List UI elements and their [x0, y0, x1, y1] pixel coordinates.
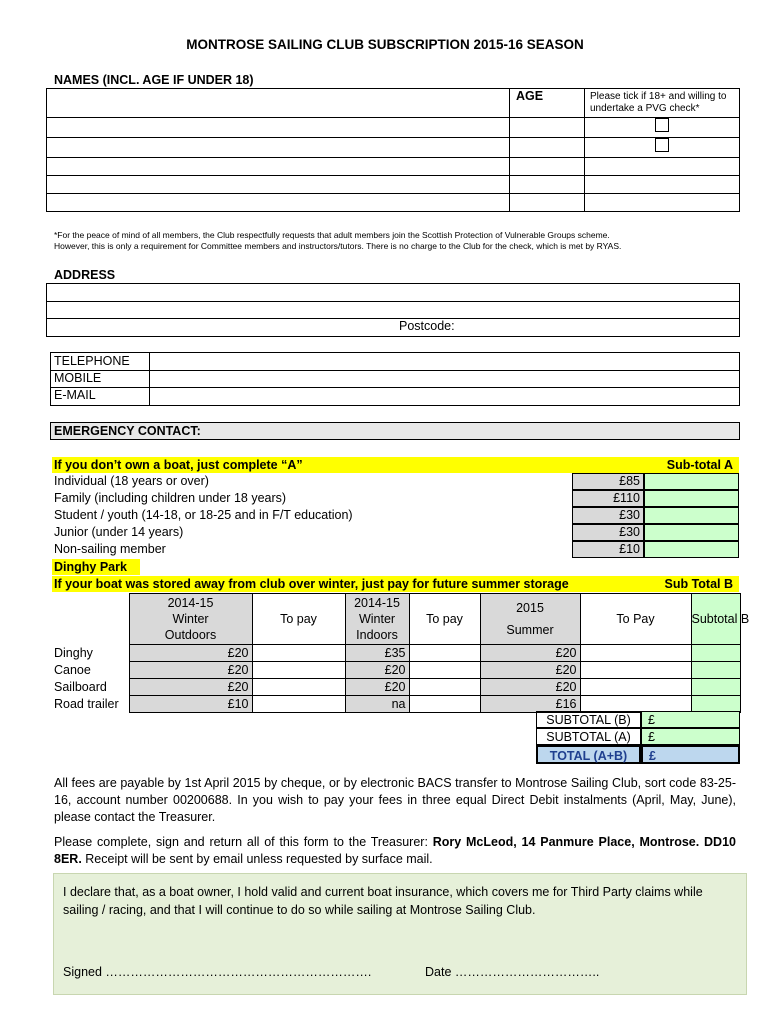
name-field[interactable] [47, 138, 510, 158]
subtotal-a-total-label: SUBTOTAL (A) [536, 728, 641, 745]
totals-block [536, 711, 740, 764]
email-field[interactable] [150, 387, 739, 405]
declaration-box [53, 873, 747, 995]
boat-type-label: Road trailer [54, 697, 119, 711]
dinghy-park-heading: Dinghy Park [54, 560, 127, 574]
membership-row [52, 507, 739, 524]
section-a-header [52, 457, 739, 473]
mobile-label: MOBILE [54, 371, 102, 385]
address-heading: ADDRESS [54, 268, 116, 282]
membership-label: Junior (under 14 years) [54, 525, 184, 539]
membership-row [52, 473, 739, 490]
return-text-before: Please complete, sign and return all of this form to the Treasurer: [54, 835, 433, 849]
address-line-2[interactable] [47, 301, 739, 318]
pvg-field[interactable] [585, 194, 740, 212]
indoors-price: £20 [345, 679, 409, 696]
declaration-text: I declare that, as a boat owner, I hold valid and current boat insurance, which covers me for Third Party claims while sailing / racing, and that I will continue to do so while sailing at Montrose Sailing Club. [63, 885, 703, 917]
topay-outdoors-field[interactable] [252, 696, 345, 713]
col-summer-header: 2015 Summer [480, 594, 580, 645]
email-label: E-MAIL [54, 388, 96, 402]
storage-row [52, 679, 740, 696]
col-subtotal-b-header: Subtotal B [691, 594, 740, 645]
col-indoors-header: 2014-15 Winter Indoors [345, 594, 409, 645]
membership-price: £85 [572, 473, 644, 490]
page-title: MONTROSE SAILING CLUB SUBSCRIPTION 2015-16 SEASON [186, 37, 584, 52]
storage-row [52, 645, 740, 662]
boat-type-label: Canoe [54, 663, 91, 677]
membership-price: £30 [572, 524, 644, 541]
topay-summer-field[interactable] [580, 696, 691, 713]
subtotal-a-field[interactable] [644, 507, 739, 524]
age-field[interactable] [510, 118, 585, 138]
dinghy-park-subheading: If your boat was stored away from club over winter, just pay for future summer storage [54, 577, 569, 591]
names-table [46, 88, 740, 212]
emergency-label: EMERGENCY CONTACT: [54, 424, 201, 438]
return-text-after: Receipt will be sent by email unless requested by surface mail. [81, 852, 433, 866]
subtotal-b-field[interactable] [691, 645, 740, 662]
age-field[interactable] [510, 158, 585, 176]
address-line-1[interactable] [47, 284, 739, 301]
date-field[interactable]: Date …………………………….. [425, 965, 600, 979]
topay-outdoors-field[interactable] [252, 662, 345, 679]
membership-price: £30 [572, 507, 644, 524]
boat-type-label: Dinghy [54, 646, 93, 660]
age-field[interactable] [510, 176, 585, 194]
subtotal-a-field[interactable] [644, 490, 739, 507]
topay-indoors-field[interactable] [409, 679, 480, 696]
pvg-checkbox[interactable] [655, 118, 669, 132]
boat-type-label: Sailboard [54, 680, 107, 694]
telephone-label: TELEPHONE [54, 354, 130, 368]
address-box [46, 283, 740, 337]
contact-box [50, 352, 740, 406]
subtotal-b-label: Sub Total B [664, 577, 733, 591]
name-field[interactable] [47, 118, 510, 138]
indoors-price: na [345, 696, 409, 713]
summer-price: £20 [480, 679, 580, 696]
pvg-field[interactable] [585, 158, 740, 176]
summer-price: £20 [480, 662, 580, 679]
summer-price: £16 [480, 696, 580, 713]
subtotal-a-field[interactable] [644, 473, 739, 490]
name-field[interactable] [47, 89, 510, 118]
membership-price: £110 [572, 490, 644, 507]
section-a-rows [52, 473, 739, 558]
topay-outdoors-field[interactable] [252, 645, 345, 662]
name-field[interactable] [47, 176, 510, 194]
storage-row [52, 662, 740, 679]
col-topay-1-header: To pay [252, 594, 345, 645]
topay-indoors-field[interactable] [409, 696, 480, 713]
name-field[interactable] [47, 194, 510, 212]
age-field[interactable] [510, 138, 585, 158]
col-topay-2-header: To pay [409, 594, 480, 645]
subtotal-b-total-label: SUBTOTAL (B) [536, 711, 641, 728]
topay-indoors-field[interactable] [409, 662, 480, 679]
dinghy-park-subheader [52, 576, 739, 592]
pvg-header: Please tick if 18+ and willing to undertake a PVG check* [585, 89, 740, 118]
pvg-note-1: *For the peace of mind of all members, the Club respectfully requests that adult members join the Scottish Protection of Vulnerable Groups scheme. [54, 230, 610, 240]
postcode-field[interactable] [467, 319, 739, 336]
membership-label: Non-sailing member [54, 542, 166, 556]
topay-indoors-field[interactable] [409, 645, 480, 662]
subtotal-b-field[interactable] [691, 662, 740, 679]
subtotal-a-label: Sub-total A [666, 458, 733, 472]
pvg-note-2: However, this is only a requirement for Committee members and instructors/tutors. There is no charge to the Club for the check, which is met by RYAS. [54, 241, 622, 251]
membership-label: Student / youth (14-18, or 18-25 and in F/T education) [54, 508, 353, 522]
indoors-price: £35 [345, 645, 409, 662]
total-field[interactable]: £ [641, 745, 740, 764]
subtotal-a-field[interactable] [644, 541, 739, 558]
payment-text: All fees are payable by 1st April 2015 by cheque, or by electronic BACS transfer to Montrose Sailing Club, sort code 83-25-16, account number 00200688. In you wish to pay your fees in three equal Direct Debit instalments (April, May, June), please contact the Treasurer. [54, 776, 736, 824]
section-a-heading: If you don’t own a boat, just complete “A” [54, 458, 303, 472]
membership-row [52, 524, 739, 541]
membership-row [52, 541, 739, 558]
telephone-field[interactable] [150, 353, 739, 370]
membership-row [52, 490, 739, 507]
names-heading: NAMES (INCL. AGE IF UNDER 18) [54, 73, 254, 87]
topay-summer-field[interactable] [580, 679, 691, 696]
subtotal-b-field[interactable] [691, 696, 740, 713]
membership-label: Family (including children under 18 years) [54, 491, 287, 505]
topay-outdoors-field[interactable] [252, 679, 345, 696]
outdoors-price: £20 [129, 679, 252, 696]
age-header: AGE [510, 89, 585, 118]
topay-summer-field[interactable] [580, 662, 691, 679]
outdoors-price: £20 [129, 645, 252, 662]
subtotal-a-field[interactable] [644, 524, 739, 541]
membership-label: Individual (18 years or over) [54, 474, 209, 488]
outdoors-price: £20 [129, 662, 252, 679]
return-text [54, 834, 736, 868]
subtotal-a-total-field[interactable]: £ [641, 728, 740, 745]
dinghy-park-table [52, 593, 750, 713]
dinghy-park-header [52, 559, 140, 575]
indoors-price: £20 [345, 662, 409, 679]
mobile-field[interactable] [150, 370, 739, 387]
total-label: TOTAL (A+B) [536, 745, 641, 764]
summer-price: £20 [480, 645, 580, 662]
outdoors-price: £10 [129, 696, 252, 713]
subtotal-b-field[interactable] [691, 679, 740, 696]
storage-row [52, 696, 740, 713]
treasurer-address: Rory McLeod, 14 Panmure Place, Montrose. DD10 8ER. [54, 835, 736, 866]
subtotal-b-total-field[interactable]: £ [641, 711, 740, 728]
emergency-contact-field[interactable] [50, 422, 740, 440]
age-field[interactable] [510, 194, 585, 212]
membership-price: £10 [572, 541, 644, 558]
col-topay-3-header: To Pay [580, 594, 691, 645]
topay-summer-field[interactable] [580, 645, 691, 662]
pvg-field[interactable] [585, 176, 740, 194]
pvg-checkbox[interactable] [655, 138, 669, 152]
col-outdoors-header: 2014-15 Winter Outdoors [129, 594, 252, 645]
signed-field[interactable]: Signed ………………………………………………………. [63, 965, 372, 979]
postcode-label: Postcode: [399, 319, 455, 333]
name-field[interactable] [47, 158, 510, 176]
